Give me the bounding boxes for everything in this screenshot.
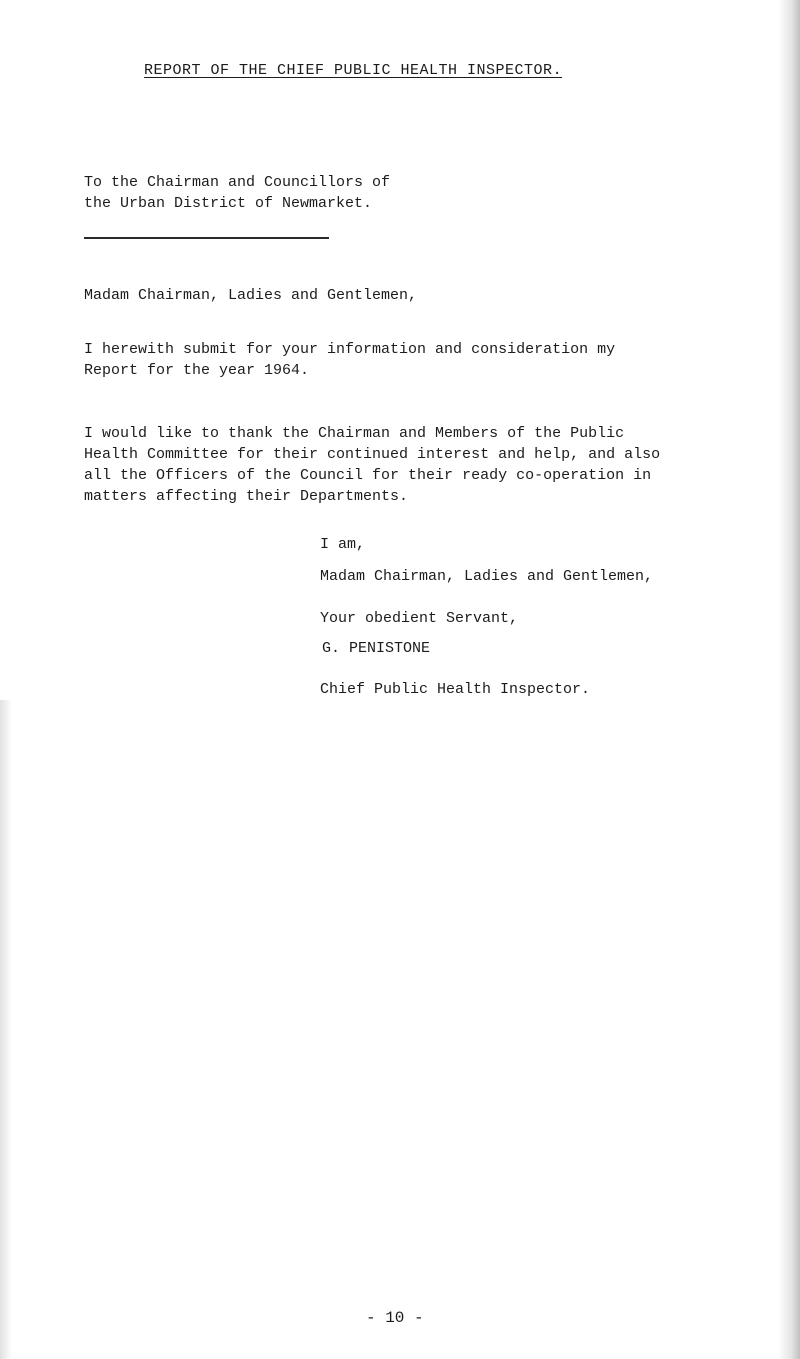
paragraph-line: all the Officers of the Council for their ready co-operation in bbox=[84, 467, 652, 484]
addressee-block bbox=[84, 172, 390, 214]
salutation: Madam Chairman, Ladies and Gentlemen, bbox=[84, 287, 418, 304]
addressee-line: the Urban District of Newmarket. bbox=[84, 195, 373, 212]
paragraph-line: I would like to thank the Chairman and Members of the Public bbox=[84, 425, 625, 442]
signature-name: G. PENISTONE bbox=[322, 640, 431, 657]
closing-salutation: Madam Chairman, Ladies and Gentlemen, bbox=[320, 568, 654, 585]
addressee-line: To the Chairman and Councillors of bbox=[84, 174, 391, 191]
separator-rule bbox=[84, 237, 329, 239]
paragraph-line: matters affecting their Departments. bbox=[84, 488, 409, 505]
paragraph-line: I herewith submit for your information and consideration my bbox=[84, 341, 616, 358]
page-edge-shadow bbox=[778, 0, 800, 1359]
signature-role: Chief Public Health Inspector. bbox=[320, 681, 591, 698]
report-title: REPORT OF THE CHIEF PUBLIC HEALTH INSPECTOR. bbox=[144, 62, 563, 79]
closing-i-am: I am, bbox=[320, 536, 366, 553]
paragraph-submission bbox=[84, 339, 615, 381]
page-number: - 10 - bbox=[366, 1309, 424, 1327]
paragraph-line: Report for the year 1964. bbox=[84, 362, 310, 379]
closing-servant: Your obedient Servant, bbox=[320, 610, 519, 627]
paragraph-line: Health Committee for their continued interest and help, and also bbox=[84, 446, 661, 463]
paragraph-thanks bbox=[84, 423, 660, 507]
page-left-shadow bbox=[0, 700, 12, 1359]
